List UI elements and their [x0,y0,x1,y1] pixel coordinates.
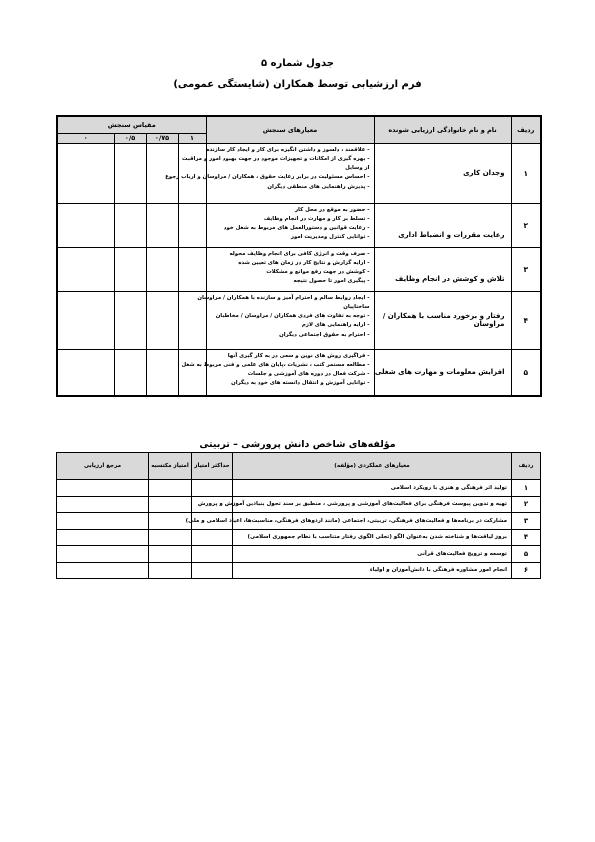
table-row [57,546,541,563]
score-cell-075[interactable] [146,247,178,291]
criteria-line: از وسایل [345,165,370,172]
score-cell-0[interactable] [57,291,114,349]
criteria-line: - شرکت فعال در دوره های آموزشی و جلسات [247,371,370,378]
criteria-line: - ارایه گزارش و نتایج کار در زمان های تعیین شده [238,259,370,266]
row-number: ۵ [512,546,541,563]
form-title: فرم ارزشیابی توسط همکاران (شایستگی عمومی) [173,79,422,90]
training-indicators-table [56,452,541,579]
scale-value-075: ۰/۷۵ [146,133,178,143]
criteria-cell [165,143,374,203]
table-row [57,291,541,349]
scale-value-0: ۰ [57,133,114,143]
competency-name: رعایت مقررات و انضباط اداری [374,203,511,247]
reference-cell[interactable] [57,546,149,563]
header-earned-score: امتیاز مکتسبه [149,453,192,480]
reference-cell[interactable] [57,480,149,497]
score-cell-05[interactable] [114,247,146,291]
table-row [57,562,541,579]
max-score-cell[interactable] [192,480,233,497]
score-cell-1[interactable] [178,247,206,291]
header-evaluation-reference: مرجع ارزیابی [57,453,149,480]
score-cell-0[interactable] [57,247,114,291]
competency-name: وجدان کاری [374,143,511,203]
table-row [57,496,541,513]
score-cell-075[interactable] [146,291,178,349]
header-scale: مقیاس سنجش [57,116,206,133]
criteria-line: - رعایت قوانین و دستورالعمل های مربوط به شغل خود [223,225,370,232]
earned-score-cell[interactable] [149,480,192,497]
row-number: ۴ [511,291,541,349]
criteria-line: - فراگیری روش های نوین و سعی در به کار گیری آنها [227,352,370,359]
header-row-number: ردیف [512,453,541,480]
row-number: ۲ [512,496,541,513]
row-number: ۵ [511,349,541,396]
max-score-cell[interactable] [192,529,233,546]
criteria-cell [206,247,374,291]
table-row [57,203,541,247]
competency-name: افزایش معلومات و مهارت های شغلی [374,349,511,396]
score-cell-0[interactable] [57,143,114,203]
row-number: ۴ [512,529,541,546]
criteria-line: - صرف وقت و انرژی کافی برای انجام وظایف محوله [229,250,370,257]
earned-score-cell[interactable] [149,496,192,513]
scale-value-05: ۰/۵ [114,133,146,143]
criteria-cell [206,203,374,247]
row-number: ۱ [512,480,541,497]
header-performance-criteria: معیارهای عملکردی (مؤلفه) [233,453,512,480]
criteria-line: - مطالعه مستمر کتب ، نشریات ،پایان های علمی و فنی مربوط به شغل [181,361,370,368]
criteria-line: - علاقمند ، دلسوز و داشتن انگیزه برای کار و ایجاد کار سازنده [206,146,370,153]
criteria-line: - توانایی آموزش و انتقال دانسته های خود به دیگران [231,380,370,387]
row-number: ۶ [512,562,541,579]
header-criteria: معیارهای سنجش [206,116,374,143]
competency-name: تلاش و کوشش در انجام وظایف [374,247,511,291]
criteria-text: توسعه و ترویج فعالیت‌های قرآنی [233,546,512,563]
score-cell-0[interactable] [57,203,114,247]
earned-score-cell[interactable] [149,529,192,546]
criteria-line: - حضور به موقع در محل کار [294,206,370,213]
form-number-title: جدول شماره ۵ [261,58,334,69]
score-cell-05[interactable] [114,143,146,203]
score-cell-1[interactable] [178,203,206,247]
criteria-line: - توانایی کنترل ومدیریت امور [290,234,370,241]
score-cell-05[interactable] [114,203,146,247]
criteria-line: - تسلط بر کار و مهارت در انجام وظایف [263,215,370,222]
criteria-line: - پیگیری امور تا حصول نتیجه [293,278,370,285]
score-cell-05[interactable] [114,291,146,349]
row-number: ۲ [511,203,541,247]
row-number: ۳ [512,513,541,530]
criteria-line: - ارایه راهنمایی های لازم [301,322,370,329]
criteria-line: - احترام به حقوق اجتماعی دیگران [279,331,370,338]
reference-cell[interactable] [57,529,149,546]
criteria-text: تولید اثر فرهنگی و هنری با رویکرد اسلامی [233,480,512,497]
earned-score-cell[interactable] [149,546,192,563]
reference-cell[interactable] [57,513,149,530]
section-title: مؤلفه‌های شاخص دانش پرورشی – تربیتی [199,439,396,450]
score-cell-075[interactable] [146,349,178,396]
criteria-cell [181,349,374,396]
criteria-line: - کوشش در جهت رفع موانع و مشکلات [266,269,370,276]
max-score-cell[interactable] [192,562,233,579]
peer-evaluation-table [56,115,542,397]
score-cell-1[interactable] [178,349,206,396]
header-row-number: ردیف [511,116,541,143]
criteria-text: انجام امور مشاوره فرهنگی با دانش‌آموزان و اولیاء [233,562,512,579]
scale-value-1: ۱ [178,133,206,143]
score-cell-05[interactable] [114,349,146,396]
table-row [57,247,541,291]
score-cell-0[interactable] [57,349,114,396]
criteria-cell [197,291,374,349]
score-cell-075[interactable] [146,203,178,247]
table-row [57,529,541,546]
reference-cell[interactable] [57,562,149,579]
criteria-line: - بهره گیری از امکانات و تجهیزات موجود در جهت بهبود امور و مراقبت [182,155,370,162]
criteria-text: تهیه و تدوین پیوست فرهنگی برای فعالیت‌های آموزشی و پرورشی ، منطبق بر سند تحول بنیادین آموزش و پرورش [233,496,512,513]
criteria-line: - ایجاد روابط سالم و احترام آمیز و سازنده با همکاران / مراوسان [197,294,370,301]
competency-name: رفتار و برخورد مناسب با همکاران /مراوسان [374,291,511,349]
criteria-line: - توجه به تفاوت های فردی همکاران / مراوسان / مخاطبان [215,313,370,320]
table-row [57,143,541,203]
criteria-line: - احساس مسئولیت در برابر رعایت حقوق ، همکاران / مراوسان و ارباب رجوع [165,174,370,181]
header-max-score: حداکثر امتیاز [192,453,233,480]
header-evaluatee-name: نام و نام خانوادگی ارزیابی شونده [374,116,511,143]
table-row [57,480,541,497]
criteria-text: مشارکت در برنامه‌ها و فعالیت‌های فرهنگی، تربیتی، اجتماعی (مانند اردوهای فرهنگی، مناسبت‌ها، اعیاد اسلامی و ملی) [233,513,512,530]
criteria-line: - پذیرش راهنمایی های منطقی دیگران [267,183,370,190]
row-number: ۱ [511,143,541,203]
row-number: ۳ [511,247,541,291]
earned-score-cell[interactable] [149,562,192,579]
reference-cell[interactable] [57,496,149,513]
max-score-cell[interactable] [192,546,233,563]
criteria-line: ساختاپیان [343,303,370,310]
criteria-text: بروز لیاقت‌ها و شناخته شدن به‌عنوان الگو (تجلی الگوی رفتار متناسب با نظام جمهوری اسلامی) [233,529,512,546]
table-row [57,513,541,530]
table-row [57,349,541,396]
